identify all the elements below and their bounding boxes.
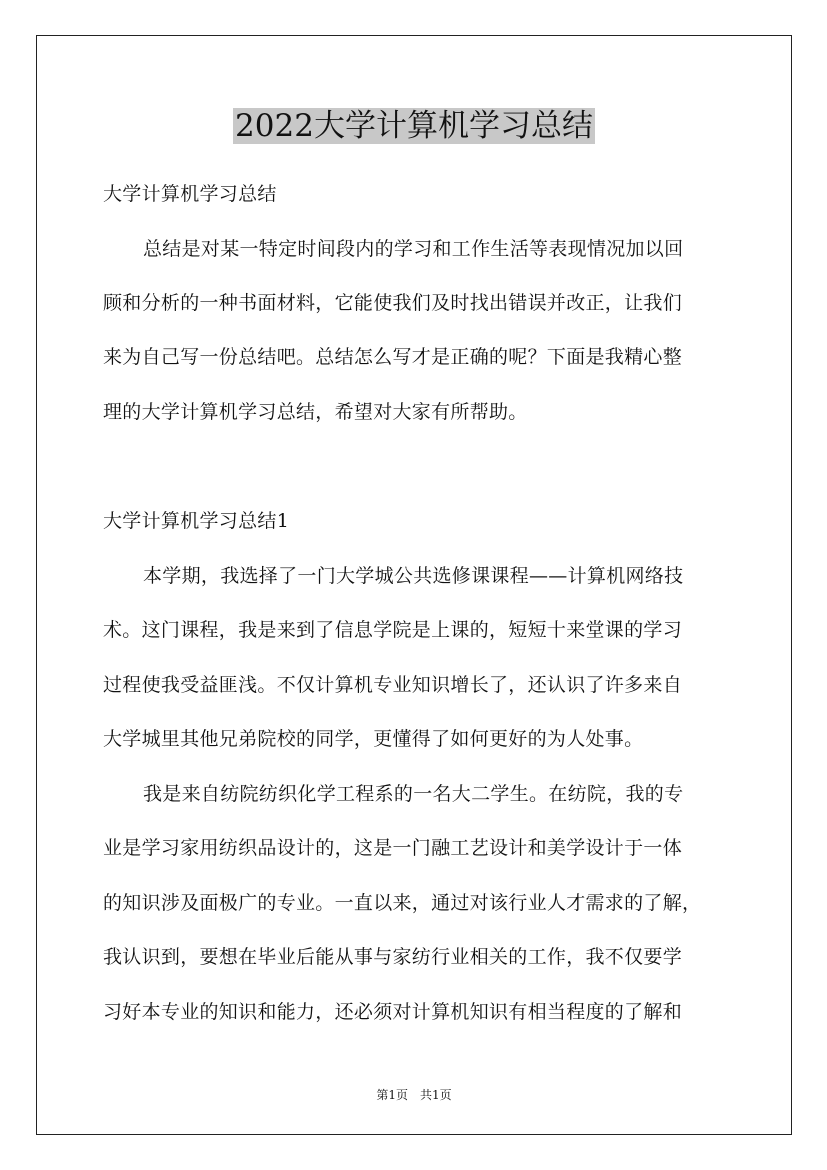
paragraph-line: 来为自己写一份总结吧。总结怎么写才是正确的呢？下面是我精心整 [103, 346, 683, 368]
paragraph-line: 总结是对某一特定时间段内的学习和工作生活等表现情况加以回 [143, 238, 684, 260]
paragraph-line: 业是学习家用纺织品设计的，这是一门融工艺设计和美学设计于一体 [103, 837, 683, 859]
paragraph-line: 我是来自纺院纺织化学工程系的一名大二学生。在纺院，我的专 [143, 783, 684, 805]
document-title: 2022大学计算机学习总结 [235, 108, 593, 144]
paragraph-line: 术。这门课程，我是来到了信息学院是上课的，短短十来堂课的学习 [103, 619, 683, 641]
title-wrapper [37, 108, 791, 144]
paragraph-line: 的知识涉及面极广的专业。一直以来，通过对该行业人才需求的了解， [103, 892, 702, 914]
paragraph-line: 过程使我受益匪浅。不仅计算机专业知识增长了，还认识了许多来自 [103, 674, 683, 696]
paragraph-line: 理的大学计算机学习总结，希望对大家有所帮助。 [103, 401, 528, 423]
paragraph-line: 本学期，我选择了一门大学城公共选修课课程——计算机网络技 [143, 565, 684, 587]
page-footer: 第1页 共1页 [376, 1088, 452, 1102]
section-heading: 大学计算机学习总结 [103, 183, 277, 205]
section-heading: 大学计算机学习总结1 [103, 510, 290, 532]
paragraph-line: 大学城里其他兄弟院校的同学，更懂得了如何更好的为人处事。 [103, 728, 644, 750]
paragraph-line: 习好本专业的知识和能力，还必须对计算机知识有相当程度的了解和 [103, 1001, 683, 1023]
paragraph-line: 顾和分析的一种书面材料，它能使我们及时找出错误并改正，让我们 [103, 292, 683, 314]
document-page [36, 35, 792, 1135]
paragraph-line: 我认识到，要想在毕业后能从事与家纺行业相关的工作，我不仅要学 [103, 946, 683, 968]
